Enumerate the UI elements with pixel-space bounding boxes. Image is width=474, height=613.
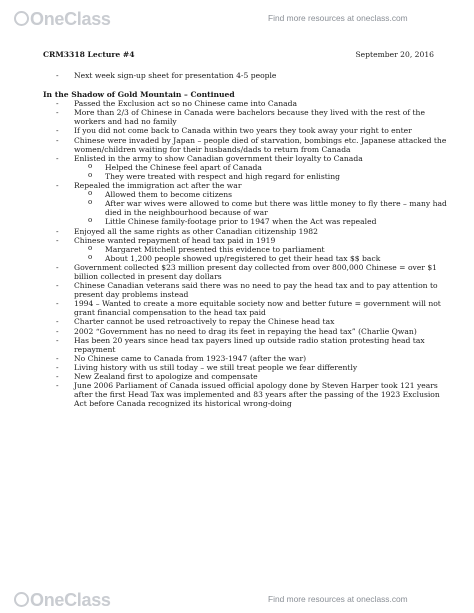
promo-link-footer[interactable]: Find more resources at oneclass.com bbox=[268, 594, 408, 604]
promo-link[interactable]: Find more resources at oneclass.com bbox=[268, 13, 408, 23]
oneclass-logo[interactable] bbox=[14, 10, 111, 28]
bullet-text: Government collected $23 million present day collected from over 800,000 Chinese = over $1 billion collected in present day dollars bbox=[74, 262, 438, 281]
bottom-banner bbox=[0, 583, 474, 613]
intro-list bbox=[43, 71, 448, 80]
section-title: In the Shadow of Gold Mountain – Continued bbox=[43, 90, 235, 100]
bullet-text: Chinese were invaded by Japan – people died of starvation, bombings etc. Japanese attacked the women/children waiting for their husbands/dads to return from Canada bbox=[74, 135, 447, 154]
bullet-item bbox=[43, 372, 448, 381]
bullet-item bbox=[43, 327, 448, 336]
bullet-item bbox=[43, 281, 448, 299]
lecture-date: September 20, 2016 bbox=[355, 50, 434, 59]
sub-bullet-item: o Margaret Mitchell presented this evidence to parliament bbox=[74, 245, 448, 254]
bullet-text: Repealed the immigration act after the war bbox=[74, 181, 242, 191]
logo-circle-icon bbox=[14, 592, 29, 607]
sub-bullet-item: o About 1,200 people showed up/registered to get their head tax $$ back bbox=[74, 254, 448, 263]
bullet-text: 2002 “Government has no need to drag its feet in repaying the head tax” (Charlie Qwan) bbox=[74, 326, 417, 336]
bullet-item bbox=[43, 181, 448, 226]
logo-circle-icon bbox=[14, 11, 29, 26]
course-title: CRM3318 Lecture #4 bbox=[43, 50, 135, 59]
bullet-item bbox=[43, 336, 448, 354]
bullet-item bbox=[43, 363, 448, 372]
bullet-text: Charter cannot be used retroactively to repay the Chinese head tax bbox=[74, 317, 335, 327]
sub-bullet-item: o They were treated with respect and high regard for enlisting bbox=[74, 172, 448, 181]
bullet-text: More than 2/3 of Chinese in Canada were bachelors because they lived with the rest of the workers and had no family bbox=[74, 108, 425, 127]
logo-text: OneClass bbox=[30, 590, 111, 610]
bullet-item bbox=[43, 99, 448, 108]
bullet-text: If you did not come back to Canada within two years they took away your right to enter bbox=[74, 126, 412, 136]
bullet-item bbox=[43, 317, 448, 326]
bullet-text: Living history with us still today – we still treat people we fear differently bbox=[74, 362, 358, 372]
bullet-text: Enlisted in the army to show Canadian government their loyalty to Canada bbox=[74, 153, 363, 163]
bullet-text: Passed the Exclusion act so no Chinese came into Canada bbox=[74, 99, 298, 109]
intro-bullet: - Next week sign-up sheet for presentation 4-5 people bbox=[43, 71, 448, 80]
sub-bullet-item: o Helped the Chinese feel apart of Canada bbox=[74, 163, 448, 172]
bullet-item bbox=[43, 299, 448, 317]
bullet-item bbox=[43, 354, 448, 363]
sub-bullet-list bbox=[74, 245, 448, 263]
top-banner bbox=[0, 0, 474, 40]
bullet-text: Chinese Canadian veterans said there was no need to pay the head tax and to pay attention to present day problems instead bbox=[74, 281, 438, 300]
sub-bullet-list bbox=[74, 190, 448, 226]
sub-bullet-item: o After war wives were allowed to come but there was little money to fly there – many had died in the neighbourhood because of war bbox=[74, 199, 448, 217]
oneclass-logo-footer[interactable] bbox=[14, 591, 111, 609]
bullet-text: No Chinese came to Canada from 1923-1947 (after the war) bbox=[74, 353, 307, 363]
bullet-item bbox=[43, 126, 448, 135]
bullet-item bbox=[43, 381, 448, 408]
bullet-text: 1994 – Wanted to create a more equitable society now and better future = government will not grant financial compensation to the head tax paid bbox=[74, 299, 441, 318]
bullet-item bbox=[43, 136, 448, 154]
bullet-text: June 2006 Parliament of Canada issued official apology done by Steven Harper took 121 years after the first Head Tax was implemented and 83 years after the passing of the 1923 Exclusion Act before Canada recognized its historical wrong-doing bbox=[74, 381, 440, 409]
bullet-item bbox=[43, 263, 448, 281]
bullet-text: Chinese wanted repayment of head tax paid in 1919 bbox=[74, 235, 276, 245]
doc-header bbox=[43, 50, 448, 62]
bullet-text: Has been 20 years since head tax payers lined up outside radio station protesting head tax repayment bbox=[74, 335, 425, 354]
sub-bullet-list bbox=[74, 163, 448, 181]
main-bullet-list bbox=[43, 99, 448, 408]
bullet-item bbox=[43, 154, 448, 181]
bullet-text: New Zealand first to apologize and compensate bbox=[74, 372, 258, 381]
lecture-notes bbox=[43, 50, 448, 408]
logo-text: OneClass bbox=[30, 9, 111, 29]
bullet-item bbox=[43, 227, 448, 236]
bullet-text: Enjoyed all the same rights as other Canadian citizenship 1982 bbox=[74, 226, 318, 236]
sub-bullet-item: o Little Chinese family-footage prior to 1947 when the Act was repealed bbox=[74, 217, 448, 226]
bullet-item bbox=[43, 108, 448, 126]
sub-bullet-item: o Allowed them to become citizens bbox=[74, 190, 448, 199]
bullet-item bbox=[43, 236, 448, 263]
